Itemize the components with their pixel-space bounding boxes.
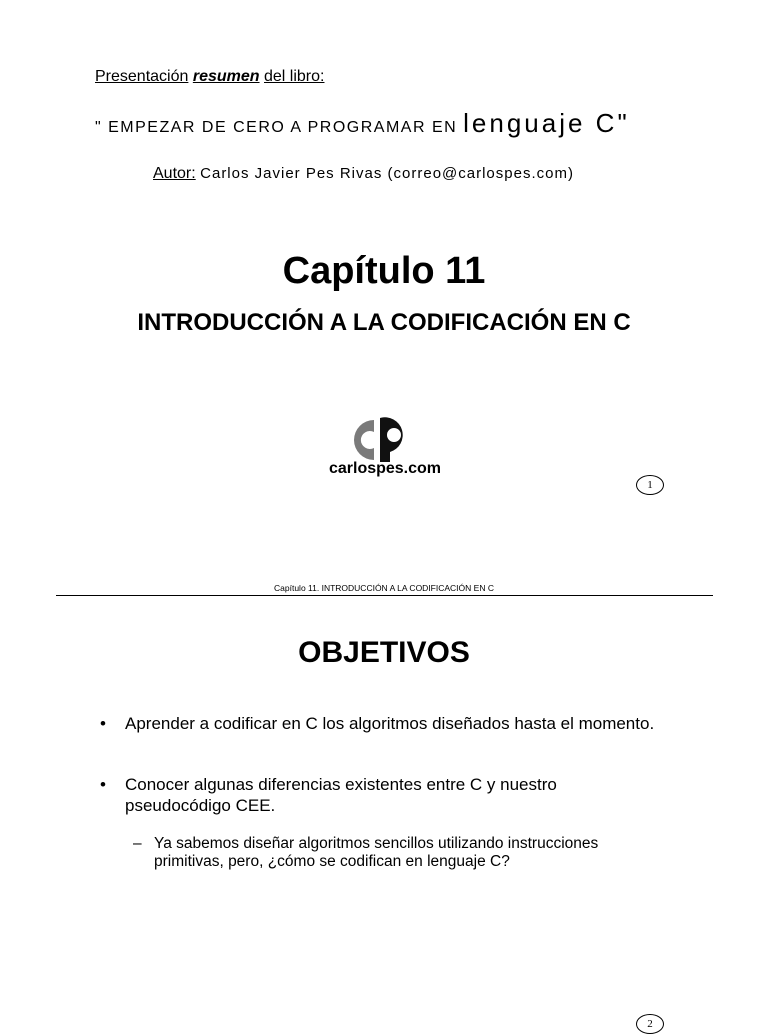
bullet-item — [100, 774, 660, 816]
author-value: Carlos Javier Pes Rivas (correo@carlospes.com) — [200, 165, 574, 182]
presentation-emphasis: resumen — [192, 68, 260, 85]
objectives-title: OBJETIVOS — [298, 636, 470, 669]
bullet-text: Aprender a codificar en C los algoritmos diseñados hasta el momento. — [125, 714, 655, 733]
presentation-line — [95, 68, 324, 86]
bullet-text: Conocer algunas diferencias existentes entre C y nuestro pseudocódigo CEE. — [125, 775, 557, 815]
bullet-marker: • — [100, 775, 106, 794]
book-title — [95, 108, 630, 139]
author-label: Autor: — [153, 165, 196, 182]
page-number-1: 1 — [636, 475, 664, 495]
bullet-marker: • — [100, 714, 106, 733]
author-line — [153, 165, 574, 183]
presentation-prefix: Presentación — [95, 68, 189, 85]
presentation-suffix: del libro: — [264, 68, 325, 85]
page-number-2: 2 — [636, 1014, 664, 1034]
book-title-part2: lenguaje C" — [463, 108, 630, 138]
bullet-item — [100, 713, 660, 734]
logo-text: carlospes.com — [328, 460, 442, 477]
running-header: Capítulo 11. INTRODUCCIÓN A LA CODIFICACIÓN EN C — [274, 583, 494, 593]
chapter-subtitle: INTRODUCCIÓN A LA CODIFICACIÓN EN C — [137, 309, 631, 336]
book-title-part1: " EMPEZAR DE CERO A PROGRAMAR EN — [95, 119, 464, 136]
header-divider — [56, 595, 713, 596]
sub-bullet-marker: – — [133, 835, 142, 852]
sub-bullet-item — [133, 835, 653, 871]
sub-bullet-text: Ya sabemos diseñar algoritmos sencillos utilizando instrucciones primitivas, pero, ¿cómo se codifican en lenguaje C? — [154, 835, 599, 870]
chapter-title: Capítulo 11 — [282, 250, 486, 292]
